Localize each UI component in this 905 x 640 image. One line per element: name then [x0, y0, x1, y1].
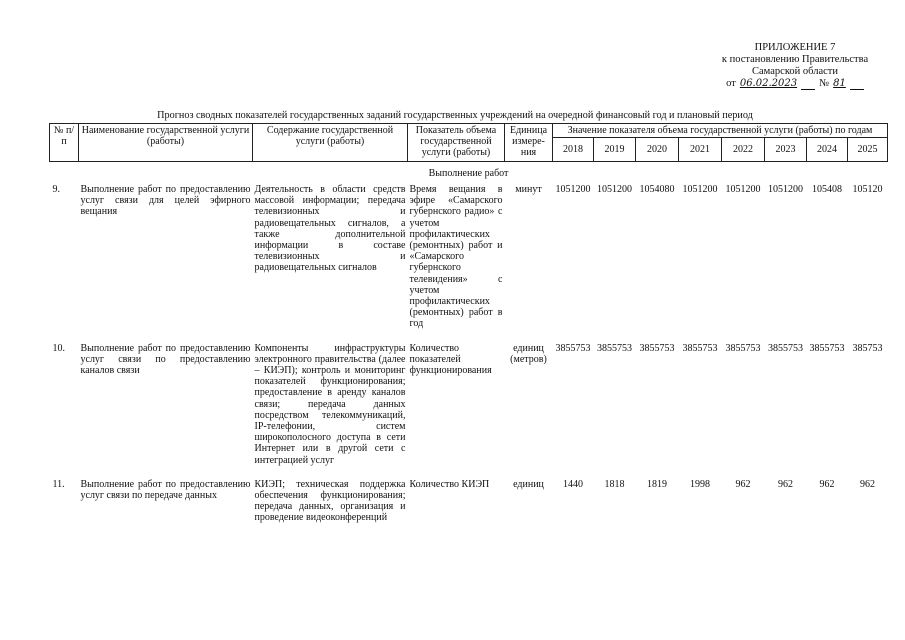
row-indicator: Время вещания в эфире «Самарского губернского радио» с учетом профилактических (ремонтных) работ и «Самарского губернского телевидения» с учетом профилактических (ремонтных) работ в год	[409, 184, 503, 330]
number-value: 81	[833, 78, 846, 89]
date-value: 06.02.2023	[739, 78, 798, 89]
row-value: 1998	[690, 478, 710, 490]
row-value: 962	[735, 478, 751, 490]
row-content: Деятельность в области средств массовой информации; передача телевизионных и радиовещательных сигналов, а также дополнительной информации в составе телевизионных и радиовещательных сигналов	[254, 184, 406, 274]
row-unit: единиц (метров)	[510, 342, 547, 365]
header-content: Содержание государственной услуги (работы)	[253, 124, 408, 162]
document-title: Прогноз сводных показателей государственных заданий государственных учреждений на очередной финансовый год и плановый период	[157, 110, 753, 121]
row-value: 105408	[812, 184, 842, 195]
row-unit: минут	[515, 184, 542, 195]
row-value: 1051200	[682, 184, 718, 195]
row-unit: единиц	[513, 478, 544, 490]
table-row	[50, 476, 888, 534]
header-indicator: Показатель объема государственной услуги (работы)	[408, 124, 505, 162]
row-value: 962	[860, 478, 875, 490]
header-values-group: Значение показателя объема государственной услуги (работы) по годам	[553, 124, 888, 138]
row-value: 1054080	[639, 184, 675, 195]
row-value: 1051200	[597, 184, 632, 195]
row-value: 3855753	[725, 342, 761, 354]
header-year: 2018	[553, 138, 594, 162]
row-value: 1051200	[555, 184, 591, 195]
header-year: 2020	[636, 138, 679, 162]
row-value: 962	[778, 478, 793, 490]
row-number: 10.	[52, 342, 65, 354]
row-name: Выполнение работ по предоставлению услуг связи по передаче данных	[80, 478, 251, 502]
appendix-block	[700, 42, 890, 90]
indicators-table	[49, 123, 888, 534]
header-name: Наименование государственной услуги (работы)	[79, 124, 253, 162]
appendix-date-line	[700, 78, 890, 90]
table-row	[50, 181, 888, 340]
row-value: 3855753	[809, 342, 845, 354]
row-value: 3855753	[597, 342, 632, 354]
header-year: 2023	[765, 138, 807, 162]
appendix-region: Самарской области	[752, 66, 838, 77]
row-name: Выполнение работ по предоставлению услуг связи по предоставлению каналов связи	[80, 342, 251, 377]
row-name: Выполнение работ по предоставлению услуг связи для целей эфирного вещания	[80, 184, 251, 218]
row-number: 9.	[52, 184, 60, 195]
header-year: 2024	[807, 138, 848, 162]
row-value: 1051200	[725, 184, 761, 195]
section-title: Выполнение работ	[428, 168, 509, 179]
row-value: 1051200	[768, 184, 803, 195]
row-number: 11.	[52, 478, 65, 490]
row-indicator: Количество показателей функционирования	[409, 342, 492, 377]
header-year: 2021	[679, 138, 722, 162]
row-value: 3855753	[768, 342, 803, 354]
date-underline	[801, 78, 815, 90]
row-value: 3855753	[555, 342, 591, 354]
header-year: 2022	[722, 138, 765, 162]
date-prefix: от	[726, 78, 736, 89]
appendix-title: ПРИЛОЖЕНИЕ 7	[754, 42, 836, 53]
header-year: 2019	[594, 138, 636, 162]
header-year: 2025	[848, 138, 888, 162]
row-content: КИЭП; техническая поддержка обеспечения функционирования; передача данных, организация и проведение видеоконференций	[254, 478, 406, 524]
row-value: 105120	[852, 184, 883, 195]
header-num: № п/п	[50, 124, 79, 162]
table-row	[50, 340, 888, 476]
header-unit: Единица измере-ния	[505, 124, 553, 162]
row-value: 1818	[604, 478, 625, 490]
row-value: 1819	[647, 478, 667, 490]
row-content: Компоненты инфраструктуры электронного правительства (далее – КИЭП); контроль и мониторинг показателей функционирования; предоставление в аренду каналов связи; передача данных посредством телекоммуникаций, IP-телефонии, систем широкополосного доступа в сети Интернет или в другой сети с интеграцией услуг	[254, 342, 406, 466]
row-value: 3855753	[639, 342, 675, 354]
row-value: 962	[819, 478, 835, 490]
row-value: 385753	[852, 342, 883, 354]
row-value: 3855753	[682, 342, 718, 354]
number-prefix: №	[819, 78, 830, 89]
number-underline	[850, 78, 864, 90]
row-indicator: Количество КИЭП	[409, 478, 490, 490]
row-value: 1440	[563, 478, 583, 490]
appendix-decree: к постановлению Правительства	[721, 54, 869, 65]
